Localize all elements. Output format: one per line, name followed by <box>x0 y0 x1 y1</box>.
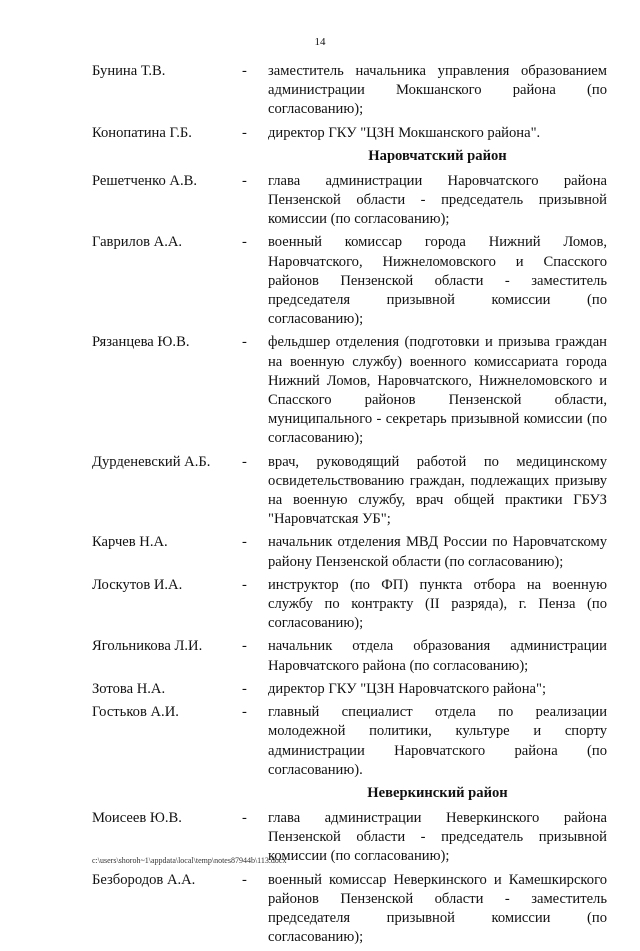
member-name: Дурденевский А.Б. <box>92 453 211 470</box>
section-heading-narovchat: Наровчатский район <box>368 147 507 164</box>
section-heading-neverkino: Неверкинский район <box>367 784 508 801</box>
member-role: главный специалист отдела по реализации молодежной политики, культуре и спорту администрации Наровчатского района (по согласованию). <box>268 704 607 778</box>
dash: - <box>242 534 247 551</box>
member-entry <box>92 703 607 780</box>
member-role: военный комиссар города Нижний Ломов, Наровчатского, Нижнеломовского и Спасского районов Пензенской области - заместитель председателя призывной комиссии (по согласованию); <box>268 234 607 328</box>
dash: - <box>242 809 247 826</box>
member-role: глава администрации Неверкинского района Пензенской области - председатель призывной комиссии (по согласованию); <box>268 809 607 865</box>
member-entry <box>92 680 607 699</box>
file-path-footer: c:\users\shoroh~1\appdata\local\temp\notes87944b\113.docx <box>92 856 287 865</box>
dash: - <box>242 680 247 697</box>
dash: - <box>242 576 247 593</box>
member-name: Моисеев Ю.В. <box>92 809 182 826</box>
document-body <box>92 62 607 951</box>
member-role: военный комиссар Неверкинского и Камешкирского районов Пензенской области - заместитель председателя призывной комиссии (по согласованию); <box>268 871 607 946</box>
member-entry <box>92 333 607 448</box>
member-name: Бунина Т.В. <box>92 63 166 79</box>
dash: - <box>242 638 247 655</box>
member-role: врач, руководящий работой по медицинскому освидетельствованию граждан, подлежащих призыву на военную службу, врач общей практики ГБУЗ "Наровчатская УБ"; <box>268 453 607 528</box>
member-entry <box>92 62 607 120</box>
member-entry <box>92 533 607 571</box>
member-name: Решетченко А.В. <box>92 172 197 189</box>
member-role: начальник отделения МВД России по Наровчатскому району Пензенской области (по согласованию); <box>268 534 607 570</box>
member-name: Конопатина Г.Б. <box>92 124 192 141</box>
member-name: Гаврилов А.А. <box>92 234 183 251</box>
member-entry <box>92 233 607 329</box>
dash: - <box>242 234 247 251</box>
member-name: Рязанцева Ю.В. <box>92 334 190 351</box>
member-entry <box>92 172 607 230</box>
dash: - <box>242 453 247 470</box>
member-name: Безбородов А.А. <box>92 871 196 888</box>
member-name: Зотова Н.А. <box>92 680 166 697</box>
member-role: глава администрации Наровчатского района Пензенской области - председатель призывной комиссии (по согласованию); <box>268 172 607 228</box>
member-role: заместитель начальника управления образованием администрации Мокшанского района (по согласованию); <box>268 63 607 118</box>
member-entry <box>92 576 607 634</box>
member-name: Лоскутов И.А. <box>92 576 183 593</box>
member-name: Гостьков А.И. <box>92 704 179 721</box>
dash: - <box>242 63 247 79</box>
dash: - <box>242 334 247 351</box>
member-role: инструктор (по ФП) пункта отбора на военную службу по контракту (II разряда), г. Пенза (по согласованию); <box>268 576 607 632</box>
dash: - <box>242 704 247 721</box>
member-entry <box>92 637 607 675</box>
member-name: Карчев Н.А. <box>92 534 168 551</box>
member-name: Ягольникова Л.И. <box>92 638 203 655</box>
member-role: начальник отдела образования администрации Наровчатского района (по согласованию); <box>268 638 607 674</box>
dash: - <box>242 172 247 189</box>
page-number: 14 <box>314 36 326 48</box>
dash: - <box>242 871 247 888</box>
dash: - <box>242 124 247 141</box>
member-entry <box>92 124 607 143</box>
member-role: фельдшер отделения (подготовки и призыва граждан на военную службу) военного комиссариата города Нижний Ломов, Наровчатского, Нижнеломовского и Спасского районов Пензенской области, муниципального - секретарь призывной комиссии (по согласованию); <box>268 334 607 447</box>
member-entry <box>92 871 607 948</box>
member-role: директор ГКУ "ЦЗН Мокшанского района". <box>268 124 541 141</box>
member-entry <box>92 453 607 530</box>
member-role: директор ГКУ "ЦЗН Наровчатского района"; <box>268 680 546 697</box>
